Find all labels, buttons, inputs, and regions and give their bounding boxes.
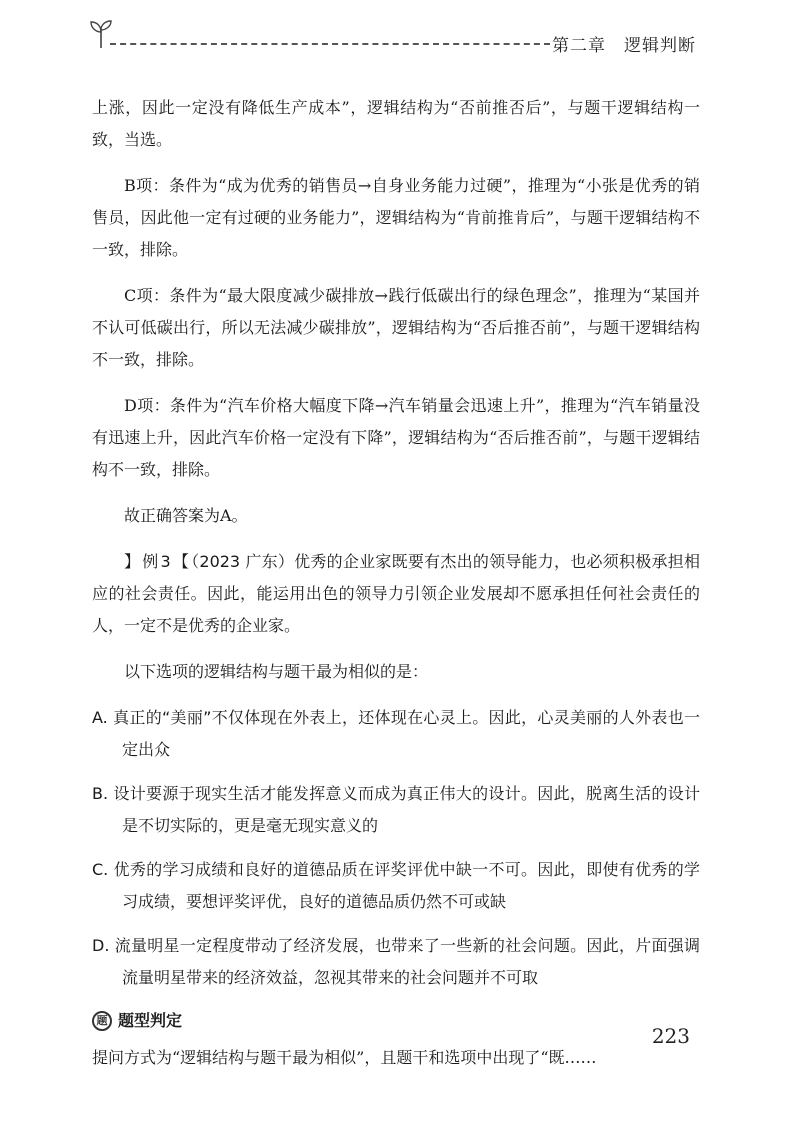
example-block <box>92 546 700 994</box>
paragraph-option-c-analysis: C项：条件为“最大限度减少碳排放→践行低碳出行的绿色理念”，推理为“某国并不认可低碳出行，所以无法减少碳排放”，逻辑结构为“否后推否前”，与题干逻辑结构不一致，排除。 <box>92 286 700 369</box>
paragraph-answer: 故正确答案为A。 <box>124 506 248 525</box>
example-stem <box>92 546 700 642</box>
sprout-icon <box>88 18 114 50</box>
paragraph-option-d-analysis: D项：条件为“汽车价格大幅度下降→汽车销量会迅速上升”，推理为“汽车销量没有迅速上升，因此汽车价格一定没有下降”，逻辑结构为“否后推否前”，与题干逻辑结构不一致，排除。 <box>92 396 700 479</box>
page-header <box>0 0 800 70</box>
paragraph-continuation: 上涨，因此一定没有降低生产成本”，逻辑结构为“否前推否后”，与题干逻辑结构一致，当选。 <box>92 98 700 149</box>
section-title: 题型判定 <box>118 1011 183 1030</box>
section-heading <box>92 1006 700 1036</box>
option-d: D. 流量明星一定程度带动了经济发展，也带来了一些新的社会问题。因此，片面强调流量明星带来的经济效益，忽视其带来的社会问题并不可取 <box>92 936 700 987</box>
section-badge-icon: 题 <box>92 1011 112 1031</box>
paragraph-final: 提问方式为“逻辑结构与题干最为相似”，且题干和选项中出现了“既…… <box>92 1048 597 1067</box>
option-b: B. 设计要源于现实生活才能发挥意义而成为真正伟大的设计。因此，脱离生活的设计是不切实际的，更是毫无现实意义的 <box>92 784 700 835</box>
example-text: （2023 广东）优秀的企业家既要有杰出的领导能力，也必须积极承担相应的社会责任。因此，能运用出色的领导力引领企业发展却不愿承担任何社会责任的人，一定不是优秀的企业家。 <box>92 552 700 635</box>
paragraph-option-b-analysis: B项：条件为“成为优秀的销售员→自身业务能力过硬”，推理为“小张是优秀的销售员，因此他一定有过硬的业务能力”，逻辑结构为“肯前推肯后”，与题干逻辑结构不一致，排除。 <box>92 176 700 259</box>
section-label: 逻辑判断 <box>624 36 696 56</box>
page-number: 223 <box>651 1024 690 1048</box>
example-label: 】例3【 <box>124 552 192 571</box>
header-rule <box>110 43 550 45</box>
option-c: C. 优秀的学习成绩和良好的道德品质在评奖评优中缺一不可。因此，即使有优秀的学习成绩，要想评奖评优，良好的道德品质仍然不可或缺 <box>92 860 700 911</box>
example-question: 以下选项的逻辑结构与题干最为相似的是： <box>124 662 429 681</box>
chapter-label: 第二章 <box>552 36 606 56</box>
page-content <box>92 92 700 1088</box>
chapter-title <box>552 31 696 56</box>
option-a: A. 真正的“美丽”不仅体现在外表上，还体现在心灵上。因此，心灵美丽的人外表也一定出众 <box>92 708 700 759</box>
